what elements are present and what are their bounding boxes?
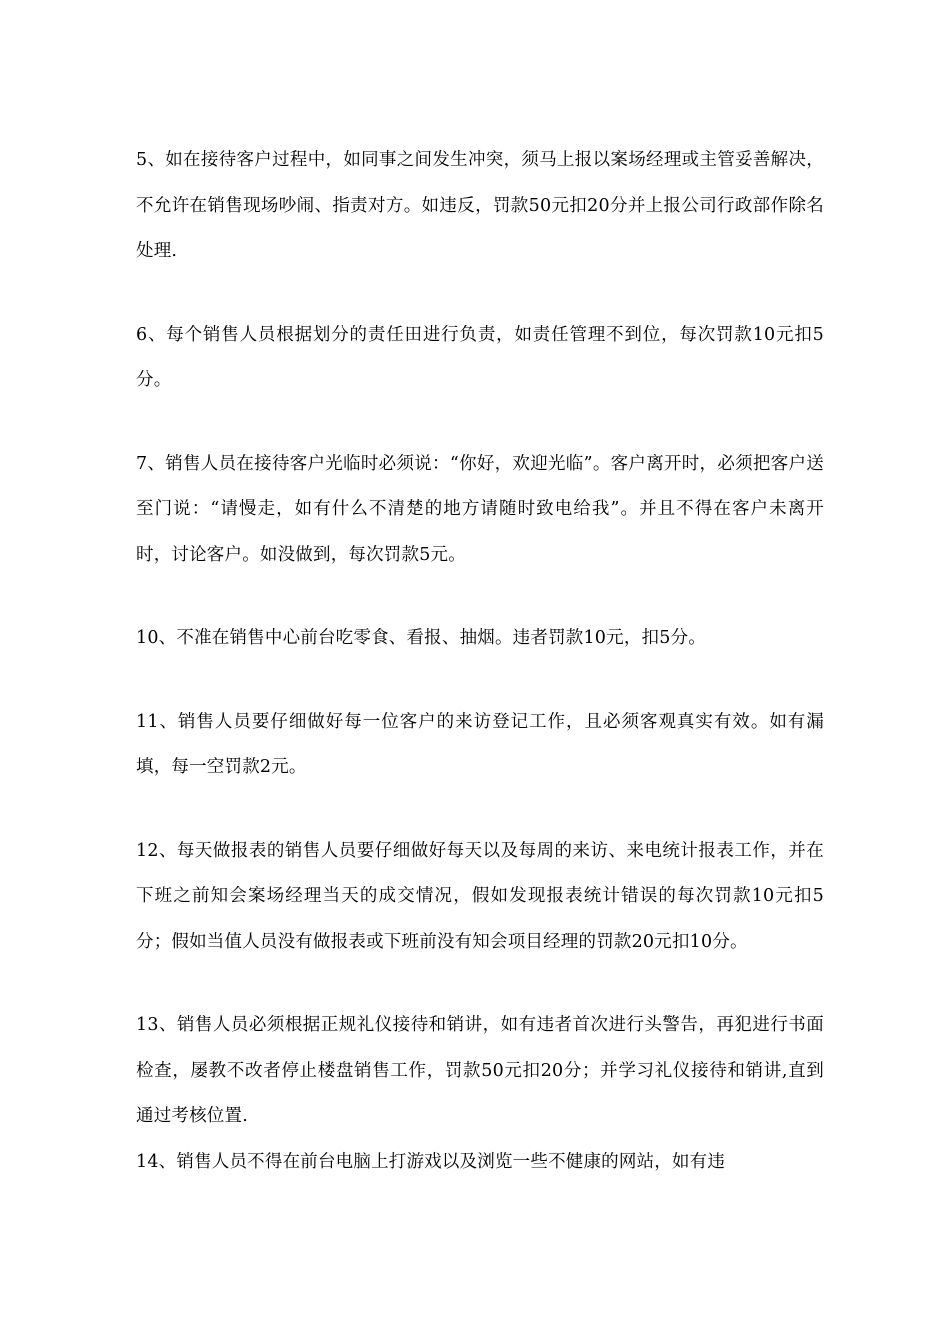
paragraph-rule-10: 10、不准在销售中心前台吃零食、看报、抽烟。违者罚款10元，扣5分。: [136, 628, 706, 648]
paragraph-rule-14: 14、销售人员不得在前台电脑上打游戏以及浏览一些不健康的网站，如有违: [136, 1151, 726, 1172]
paragraph-rule-5: 5、如在接待客户过程中，如同事之间发生冲突，须马上报以案场经理或主管妥善解决，不允许在销售现场吵闹、指责对方。如违反，罚款50元扣20分并上报公司行政部作除名处理.: [136, 150, 824, 261]
paragraph-rule-7: 7、销售人员在接待客户光临时必须说：“你好，欢迎光临”。客户离开时，必须把客户送至门说：“请慢走，如有什么不清楚的地方请随时致电给我”。并且不得在客户未离开时，讨论客户。如没做到，每次罚款5元。: [136, 453, 824, 565]
paragraph-rule-12: 12、每天做报表的销售人员要仔细做好每天以及每周的来访、来电统计报表工作，并在下班之前知会案场经理当天的成交情况，假如发现报表统计错误的每次罚款10元扣5分；假如当值人员没有做报表或下班前没有知会项目经理的罚款20元扣10分。: [136, 840, 824, 952]
document-body: [136, 138, 824, 1223]
paragraph-rule-13: 13、销售人员必须根据正规礼仪接待和销讲，如有违者首次进行头警告，再犯进行书面检查，屡教不改者停止楼盘销售工作，罚款50元扣20分；并学习礼仪接待和销讲,直到通过考核位置.: [136, 1015, 824, 1126]
paragraph-rule-11: 11、销售人员要仔细做好每一位客户的来访登记工作，且必须客观真实有效。如有漏填，每一空罚款2元。: [136, 711, 824, 777]
paragraph-rule-6: 6、每个销售人员根据划分的责任田进行负责，如责任管理不到位，每次罚款10元扣5分。: [136, 324, 824, 390]
